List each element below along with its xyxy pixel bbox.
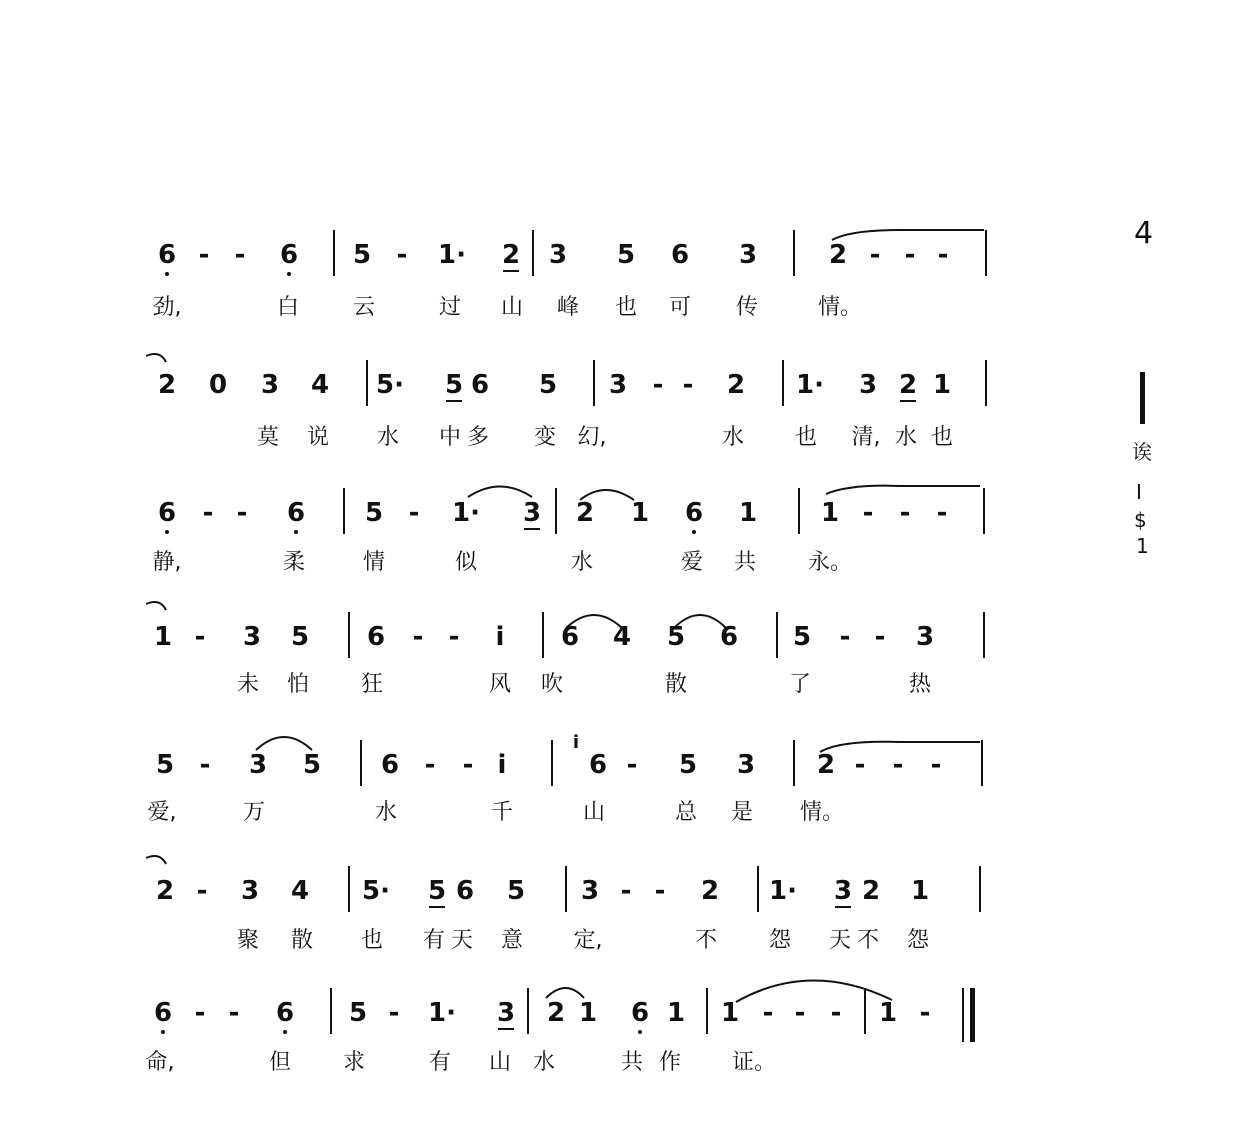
- lyric: 定,: [573, 928, 603, 953]
- note: 5: [444, 370, 464, 400]
- lyric: 了: [788, 672, 812, 697]
- note: 1·: [796, 370, 824, 400]
- lyric: 天: [828, 928, 852, 953]
- lyric: 狂: [360, 672, 384, 697]
- note-dash: -: [424, 750, 436, 780]
- note: 1·: [452, 498, 480, 528]
- lyric: 怨: [906, 928, 930, 953]
- bar-line: [776, 612, 778, 658]
- lyric: 水: [376, 425, 400, 450]
- eighth-underline: [503, 270, 519, 272]
- eighth-underline: [835, 906, 851, 908]
- lyric: 也: [614, 295, 638, 320]
- lyric: 也: [930, 425, 954, 450]
- note: 5: [506, 876, 526, 906]
- eighth-underline: [900, 400, 916, 402]
- lyric: 情。: [799, 800, 845, 825]
- note: 3: [496, 998, 516, 1028]
- margin-fragment: 诶: [1132, 440, 1152, 464]
- eighth-underline: [429, 906, 445, 908]
- note-dash: -: [762, 998, 774, 1028]
- lyric: 幻,: [577, 425, 607, 450]
- note-dash: -: [904, 240, 916, 270]
- note: 4: [310, 370, 330, 400]
- note: 6: [380, 750, 400, 780]
- note: 2: [861, 876, 881, 906]
- bar-line: [593, 360, 595, 406]
- lyric: 劲,: [152, 295, 182, 320]
- note: 3: [608, 370, 628, 400]
- note-dash: -: [199, 750, 211, 780]
- note: 5·: [362, 876, 390, 906]
- note-dash: -: [228, 998, 240, 1028]
- note-dash: -: [620, 876, 632, 906]
- bar-line: [798, 488, 800, 534]
- note-dash: -: [448, 622, 460, 652]
- note: 3: [260, 370, 280, 400]
- lyric: 可: [668, 295, 692, 320]
- note: 6: [275, 998, 295, 1028]
- note: 1·: [438, 240, 466, 270]
- note: 2: [501, 240, 521, 270]
- note-dash: -: [652, 370, 664, 400]
- lyric: 山: [500, 295, 524, 320]
- note: 3: [548, 240, 568, 270]
- lyric: 风: [488, 672, 512, 697]
- lyric: 万: [242, 800, 266, 825]
- note: 5: [290, 622, 310, 652]
- note: 5: [352, 240, 372, 270]
- bar-line: [527, 988, 529, 1034]
- note: 6: [560, 622, 580, 652]
- note-dash: -: [874, 622, 886, 652]
- lyric: 柔: [282, 550, 306, 575]
- lyric: 过: [438, 295, 462, 320]
- bar-line: [542, 612, 544, 658]
- note: 3: [248, 750, 268, 780]
- note-dash: -: [794, 998, 806, 1028]
- lower-octave-dot: [165, 272, 169, 276]
- note-dash: -: [388, 998, 400, 1028]
- note: 6: [157, 240, 177, 270]
- note: 1: [932, 370, 952, 400]
- bar-line: [333, 230, 335, 276]
- lyric: 共: [733, 550, 757, 575]
- lyric: 永。: [807, 550, 853, 575]
- lyric: 共: [620, 1050, 644, 1075]
- note: 4: [290, 876, 310, 906]
- bar-line: [864, 988, 866, 1034]
- bar-line: [706, 988, 708, 1034]
- note: 2: [816, 750, 836, 780]
- lyric: 似: [454, 550, 478, 575]
- note-dash: -: [462, 750, 474, 780]
- note: 6: [455, 876, 475, 906]
- note: 2: [155, 876, 175, 906]
- bar-line: [565, 866, 567, 912]
- note: 6: [588, 750, 608, 780]
- note-dash: -: [198, 240, 210, 270]
- note: 2: [700, 876, 720, 906]
- bar-line: [348, 866, 350, 912]
- note-dash: -: [408, 498, 420, 528]
- note: 2: [898, 370, 918, 400]
- lyric: 水: [894, 425, 918, 450]
- note: 1: [666, 998, 686, 1028]
- note-dash: -: [892, 750, 904, 780]
- lower-octave-dot: [638, 1030, 642, 1034]
- note: 1: [878, 998, 898, 1028]
- note-dash: -: [919, 998, 931, 1028]
- lyric: 爱: [680, 550, 704, 575]
- lyric: 怕: [286, 672, 310, 697]
- lyric: 水: [721, 425, 745, 450]
- note: 5: [792, 622, 812, 652]
- note-dash: -: [854, 750, 866, 780]
- lyric: 有: [422, 928, 446, 953]
- lyric: 不: [856, 928, 880, 953]
- final-bar-thin: [962, 988, 964, 1042]
- note: 1: [153, 622, 173, 652]
- note: 5: [364, 498, 384, 528]
- lower-octave-dot: [294, 530, 298, 534]
- note-dash: -: [830, 998, 842, 1028]
- note-dash: -: [412, 622, 424, 652]
- note-dash: -: [396, 240, 408, 270]
- note-dash: -: [234, 240, 246, 270]
- note: 3: [736, 750, 756, 780]
- lyric: 情。: [817, 295, 863, 320]
- eighth-underline: [446, 400, 462, 402]
- note: 1: [820, 498, 840, 528]
- note: 3: [522, 498, 542, 528]
- note: 0: [208, 370, 228, 400]
- lyric: 证。: [731, 1050, 777, 1075]
- note: 6: [670, 240, 690, 270]
- note: 5: [302, 750, 322, 780]
- note: 2: [726, 370, 746, 400]
- note-dash: -: [862, 498, 874, 528]
- note: 1: [578, 998, 598, 1028]
- note-dash: -: [202, 498, 214, 528]
- lyric: 是: [730, 800, 754, 825]
- note: 1: [720, 998, 740, 1028]
- note: 3: [580, 876, 600, 906]
- note: 5: [678, 750, 698, 780]
- bar-line: [757, 866, 759, 912]
- bar-line: [551, 740, 553, 786]
- note: 5·: [376, 370, 404, 400]
- grace-note: i: [572, 732, 580, 753]
- note: 6: [286, 498, 306, 528]
- lyric: 怨: [768, 928, 792, 953]
- bar-line: [330, 988, 332, 1034]
- note-dash: -: [936, 498, 948, 528]
- lower-octave-dot: [692, 530, 696, 534]
- note: 6: [153, 998, 173, 1028]
- note-dash: -: [930, 750, 942, 780]
- eighth-underline: [498, 1028, 514, 1030]
- lyric: 吹: [540, 672, 564, 697]
- note-dash: -: [236, 498, 248, 528]
- lyric: 水: [532, 1050, 556, 1075]
- note: 2: [575, 498, 595, 528]
- note: 3: [915, 622, 935, 652]
- bar-line: [981, 740, 983, 786]
- note: 6: [719, 622, 739, 652]
- lower-octave-dot: [165, 530, 169, 534]
- lyric: 总: [674, 800, 698, 825]
- note: 6: [630, 998, 650, 1028]
- lyric: 静,: [152, 550, 182, 575]
- lyric: 聚: [236, 928, 260, 953]
- bar-line: [985, 230, 987, 276]
- note: 3: [242, 622, 262, 652]
- bar-line: [555, 488, 557, 534]
- margin-bar: [1140, 372, 1145, 424]
- note-dash: -: [626, 750, 638, 780]
- lower-octave-dot: [283, 1030, 287, 1034]
- note: 5: [155, 750, 175, 780]
- note: 6: [470, 370, 490, 400]
- note-dash: -: [839, 622, 851, 652]
- note-dash: -: [194, 998, 206, 1028]
- note: 5: [666, 622, 686, 652]
- note: 6: [157, 498, 177, 528]
- lyric: 未: [236, 672, 260, 697]
- note: i: [495, 622, 505, 652]
- note: 3: [738, 240, 758, 270]
- lyric: 山: [488, 1050, 512, 1075]
- note: 6: [684, 498, 704, 528]
- lyric: 也: [360, 928, 384, 953]
- lyric: 千: [490, 800, 514, 825]
- bar-line: [343, 488, 345, 534]
- bar-line: [983, 488, 985, 534]
- lyric: 水: [570, 550, 594, 575]
- bar-line: [793, 740, 795, 786]
- margin-fragment: $: [1134, 508, 1147, 532]
- bar-line: [782, 360, 784, 406]
- bar-line: [532, 230, 534, 276]
- note-dash: -: [937, 240, 949, 270]
- lyric: 天: [450, 928, 474, 953]
- eighth-underline: [524, 528, 540, 530]
- lyric: 作: [658, 1050, 682, 1075]
- margin-fragment: 4: [1134, 216, 1154, 251]
- lyric: 清,: [851, 425, 881, 450]
- lower-octave-dot: [287, 272, 291, 276]
- lyric: 意: [500, 928, 524, 953]
- note: 6: [366, 622, 386, 652]
- lyric: 爱,: [147, 800, 177, 825]
- bar-line: [793, 230, 795, 276]
- note-dash: -: [194, 622, 206, 652]
- lyric: 情: [362, 550, 386, 575]
- note: 4: [612, 622, 632, 652]
- lyric: 白: [276, 295, 300, 320]
- lyric: 散: [664, 672, 688, 697]
- note: 2: [828, 240, 848, 270]
- margin-fragment: I: [1136, 480, 1142, 504]
- lyric: 有: [428, 1050, 452, 1075]
- note: 3: [858, 370, 878, 400]
- lyric: 云: [352, 295, 376, 320]
- note: 3: [240, 876, 260, 906]
- note: 1: [910, 876, 930, 906]
- lyric: 求: [342, 1050, 366, 1075]
- bar-line: [360, 740, 362, 786]
- note: 5: [427, 876, 447, 906]
- lyric: 不: [694, 928, 718, 953]
- note-dash: -: [899, 498, 911, 528]
- lyric: 水: [374, 800, 398, 825]
- lyric: 传: [735, 295, 759, 320]
- note: 2: [546, 998, 566, 1028]
- note-dash: -: [654, 876, 666, 906]
- note: 1·: [428, 998, 456, 1028]
- note: 3: [833, 876, 853, 906]
- lyric: 多: [466, 425, 490, 450]
- final-bar-thick: [970, 988, 975, 1042]
- lyric: 莫: [256, 425, 280, 450]
- lyric: 说: [306, 425, 330, 450]
- note: 6: [279, 240, 299, 270]
- bar-line: [983, 612, 985, 658]
- note: 5: [348, 998, 368, 1028]
- lyric: 但: [268, 1050, 292, 1075]
- note-dash: -: [196, 876, 208, 906]
- margin-fragment: 1: [1136, 534, 1149, 558]
- note-dash: -: [682, 370, 694, 400]
- bar-line: [348, 612, 350, 658]
- bar-line: [979, 866, 981, 912]
- lyric: 中: [438, 425, 462, 450]
- lyric: 山: [582, 800, 606, 825]
- note: 5: [538, 370, 558, 400]
- lyric: 也: [794, 425, 818, 450]
- lyric: 变: [533, 425, 557, 450]
- bar-line: [366, 360, 368, 406]
- note: 1·: [769, 876, 797, 906]
- note: 1: [630, 498, 650, 528]
- bar-line: [985, 360, 987, 406]
- note: 2: [157, 370, 177, 400]
- lyric: 峰: [556, 295, 580, 320]
- note: 1: [738, 498, 758, 528]
- note: 5: [616, 240, 636, 270]
- note: i: [497, 750, 507, 780]
- lyric: 散: [290, 928, 314, 953]
- note-dash: -: [869, 240, 881, 270]
- lower-octave-dot: [161, 1030, 165, 1034]
- lyric: 热: [908, 672, 932, 697]
- lyric: 命,: [145, 1050, 175, 1075]
